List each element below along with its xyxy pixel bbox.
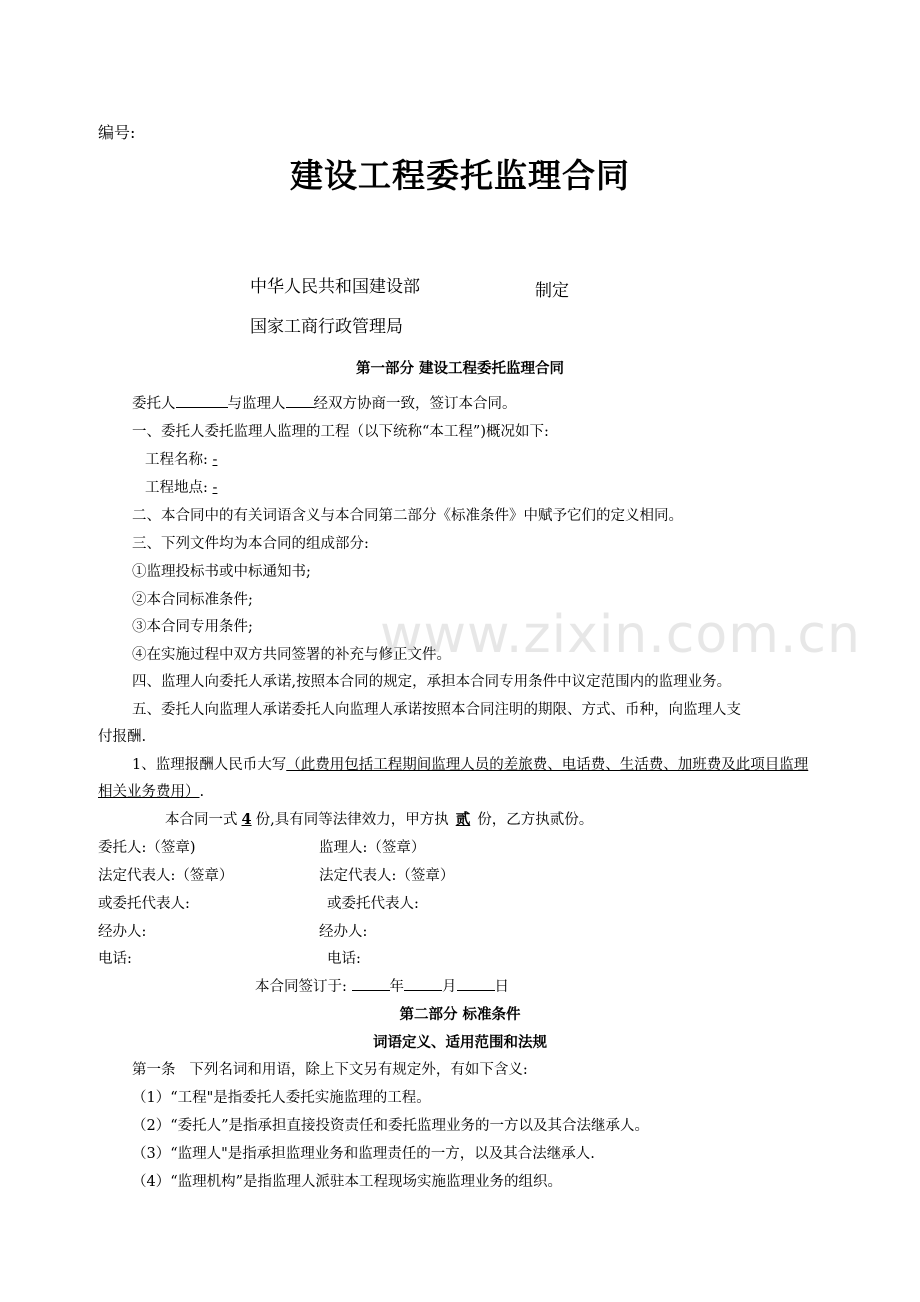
month-label: 月	[442, 979, 457, 995]
intro-client-label: 委托人	[132, 396, 176, 412]
day-label: 日	[494, 979, 509, 995]
document-item-1: ①监理投标书或中标通知书;	[132, 564, 311, 580]
project-site-row	[145, 476, 245, 497]
document-item-3: ③本合同专用条件;	[132, 619, 253, 635]
day-blank	[457, 976, 495, 991]
signing-date-row	[255, 975, 509, 996]
issued-label: 制定	[535, 281, 569, 301]
part1-heading: 第一部分 建设工程委托监理合同	[355, 360, 565, 377]
clause-2: 二、本合同中的有关词语含义与本合同第二部分《标准条件》中赋予它们的定义相同。	[132, 508, 683, 524]
copies-count: 4	[241, 811, 252, 828]
contract-number-label: 编号:	[98, 123, 136, 142]
party-a-copies: 贰	[455, 811, 471, 828]
document-title: 建设工程委托监理合同	[290, 156, 630, 195]
clause-4: 四、监理人向委托人承诺,按照本合同的规定，承担本合同专用条件中议定范围内的监理业务。	[132, 674, 732, 690]
project-name-value: -	[212, 452, 218, 468]
client-signature-label: 委托人:（签章)	[98, 840, 196, 856]
clause-5-line-1: 五、委托人向监理人承诺委托人向监理人承诺按照本合同注明的期限、方式、币种，向监理人支	[132, 702, 741, 718]
intro-paragraph	[132, 392, 517, 413]
fee-description: （此费用包括工程期间监理人员的差旅费、电话费、生活费、加班费及此项目监理相关业务费用）	[98, 757, 809, 800]
copies-text-a: 本合同一式	[165, 812, 238, 828]
definition-3: （3）“监理人"是指承担监理业务和监理责任的一方，以及其合法继承人.	[132, 1146, 595, 1162]
issuer-industry-commerce-bureau: 国家工商行政管理局	[250, 317, 403, 337]
copies-paragraph	[165, 808, 593, 829]
document-item-2: ②本合同标准条件;	[132, 592, 253, 608]
definition-4: （4）“监理机构”是指监理人派驻本工程现场实施监理业务的组织。	[132, 1174, 563, 1190]
part2-subheading: 词语定义、适用范围和法规	[373, 1034, 547, 1051]
project-site-label: 工程地点:	[145, 480, 208, 496]
copies-text-b: 份,具有同等法律效力，甲方执	[255, 812, 449, 828]
signing-date-label: 本合同签订于:	[255, 979, 347, 995]
clause-1: 一、委托人委托监理人监理的工程（以下统称“本工程”)概况如下:	[132, 424, 549, 440]
fee-end: .	[199, 784, 205, 800]
year-label: 年	[389, 979, 404, 995]
fee-paragraph	[98, 752, 814, 806]
clause-5-line-2: 付报酬.	[98, 729, 147, 745]
part2-heading: 第二部分 标准条件	[399, 1006, 521, 1023]
client-handler-label: 经办人:	[98, 924, 147, 940]
issuer-ministry-of-construction: 中华人民共和国建设部	[250, 277, 420, 297]
copies-text-c: 份，乙方执贰份。	[477, 812, 594, 828]
clause-3: 三、下列文件均为本合同的组成部分:	[132, 536, 369, 552]
definition-2: （2）“委托人”是指承担直接投资责任和委托监理业务的一方以及其合法继承人。	[132, 1118, 650, 1134]
supervisor-handler-label: 经办人:	[319, 924, 368, 940]
client-legal-rep-label: 法定代表人:（签章）	[98, 868, 234, 884]
project-name-label: 工程名称:	[145, 452, 208, 468]
supervisor-blank	[286, 393, 314, 408]
year-blank	[352, 976, 390, 991]
supervisor-phone-label: 电话:	[327, 951, 361, 967]
definition-1: （1）“工程"是指委托人委托实施监理的工程。	[132, 1090, 431, 1106]
month-blank	[404, 976, 442, 991]
supervisor-legal-rep-label: 法定代表人:（签章）	[319, 868, 455, 884]
supervisor-signature-label: 监理人:（签章）	[319, 840, 426, 856]
article-1: 第一条 下列名词和用语，除上下文另有规定外，有如下含义:	[132, 1062, 528, 1078]
supervisor-authorized-rep-label: 或委托代表人:	[327, 896, 419, 912]
fee-label: 1、监理报酬人民币大写	[132, 757, 287, 773]
watermark: www.zixin.com.cn	[380, 605, 861, 665]
project-name-row	[145, 448, 269, 469]
intro-agreement-text: 经双方协商一致，签订本合同。	[313, 396, 517, 412]
intro-supervisor-label: 与监理人	[227, 396, 286, 412]
client-blank	[176, 393, 228, 408]
document-item-4: ④在实施过程中双方共同签署的补充与修正文件。	[132, 647, 451, 663]
project-site-value: -	[212, 480, 218, 496]
client-authorized-rep-label: 或委托代表人:	[98, 896, 190, 912]
client-phone-label: 电话:	[98, 951, 132, 967]
